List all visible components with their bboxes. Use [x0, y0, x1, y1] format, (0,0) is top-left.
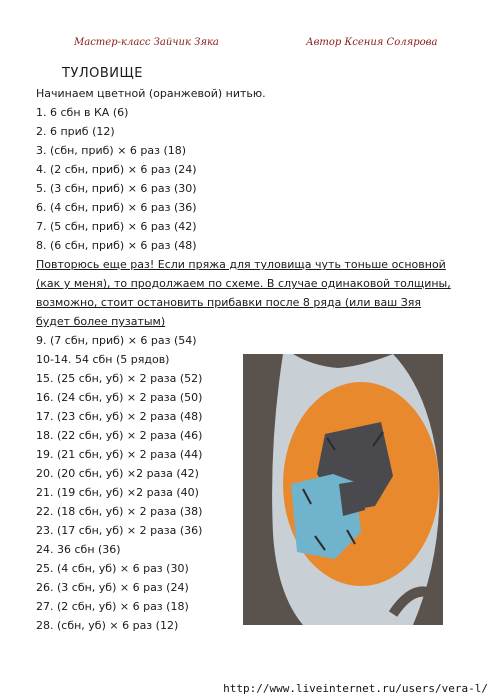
pattern-row: 24. 36 сбн (36) — [36, 543, 121, 556]
pattern-row: 22. (18 сбн, уб) × 2 раза (38) — [36, 505, 203, 518]
pattern-row: 4. (2 сбн, приб) × 6 раз (24) — [36, 163, 197, 176]
pattern-row: 23. (17 сбн, уб) × 2 раза (36) — [36, 524, 203, 537]
pattern-row: 19. (21 сбн, уб) × 2 раза (44) — [36, 448, 203, 461]
pattern-row: 28. (сбн, уб) × 6 раз (12) — [36, 619, 179, 632]
pattern-row: 25. (4 сбн, уб) × 6 раз (30) — [36, 562, 189, 575]
intro-text: Начинаем цветной (оранжевой) нитью. — [36, 87, 266, 100]
pattern-row: 18. (22 сбн, уб) × 2 раза (46) — [36, 429, 203, 442]
pattern-row: 20. (20 сбн, уб) ×2 раза (42) — [36, 467, 199, 480]
pattern-row: 1. 6 сбн в КА (6) — [36, 106, 129, 119]
pattern-row: 26. (3 сбн, уб) × 6 раз (24) — [36, 581, 189, 594]
header-author: Автор Ксения Солярова — [306, 37, 438, 48]
note-line: (как у меня), то продолжаем по схеме. В случае одинаковой толщины, — [36, 277, 451, 290]
source-url: http://www.liveinternet.ru/users/vera-l/ — [223, 682, 488, 695]
pattern-row: 8. (6 сбн, приб) × 6 раз (48) — [36, 239, 197, 252]
section-title: ТУЛОВИЩЕ — [62, 66, 143, 81]
header-course-title: Мастер-класс Зайчик Зяка — [74, 37, 219, 48]
pattern-row: 9. (7 сбн, приб) × 6 раз (54) — [36, 334, 197, 347]
pattern-row: 27. (2 сбн, уб) × 6 раз (18) — [36, 600, 189, 613]
note-line: Повторюсь еще раз! Если пряжа для туловища чуть тоньше основной — [36, 258, 446, 271]
pattern-row: 17. (23 сбн, уб) × 2 раза (48) — [36, 410, 203, 423]
note-line: возможно, стоит остановить прибавки после 8 ряда (или ваш Зяя — [36, 296, 422, 309]
pattern-row: 15. (25 сбн, уб) × 2 раза (52) — [36, 372, 203, 385]
pattern-row: 2. 6 приб (12) — [36, 125, 115, 138]
pattern-row: 5. (3 сбн, приб) × 6 раз (30) — [36, 182, 197, 195]
pattern-row: 3. (сбн, приб) × 6 раз (18) — [36, 144, 187, 157]
pattern-row: 21. (19 сбн, уб) ×2 раза (40) — [36, 486, 199, 499]
crochet-body-photo — [243, 354, 443, 625]
pattern-row: 7. (5 сбн, приб) × 6 раз (42) — [36, 220, 197, 233]
pattern-row: 16. (24 сбн, уб) × 2 раза (50) — [36, 391, 203, 404]
pattern-row: 10-14. 54 сбн (5 рядов) — [36, 353, 170, 366]
note-line: будет более пузатым) — [36, 315, 166, 328]
pattern-row: 6. (4 сбн, приб) × 6 раз (36) — [36, 201, 197, 214]
